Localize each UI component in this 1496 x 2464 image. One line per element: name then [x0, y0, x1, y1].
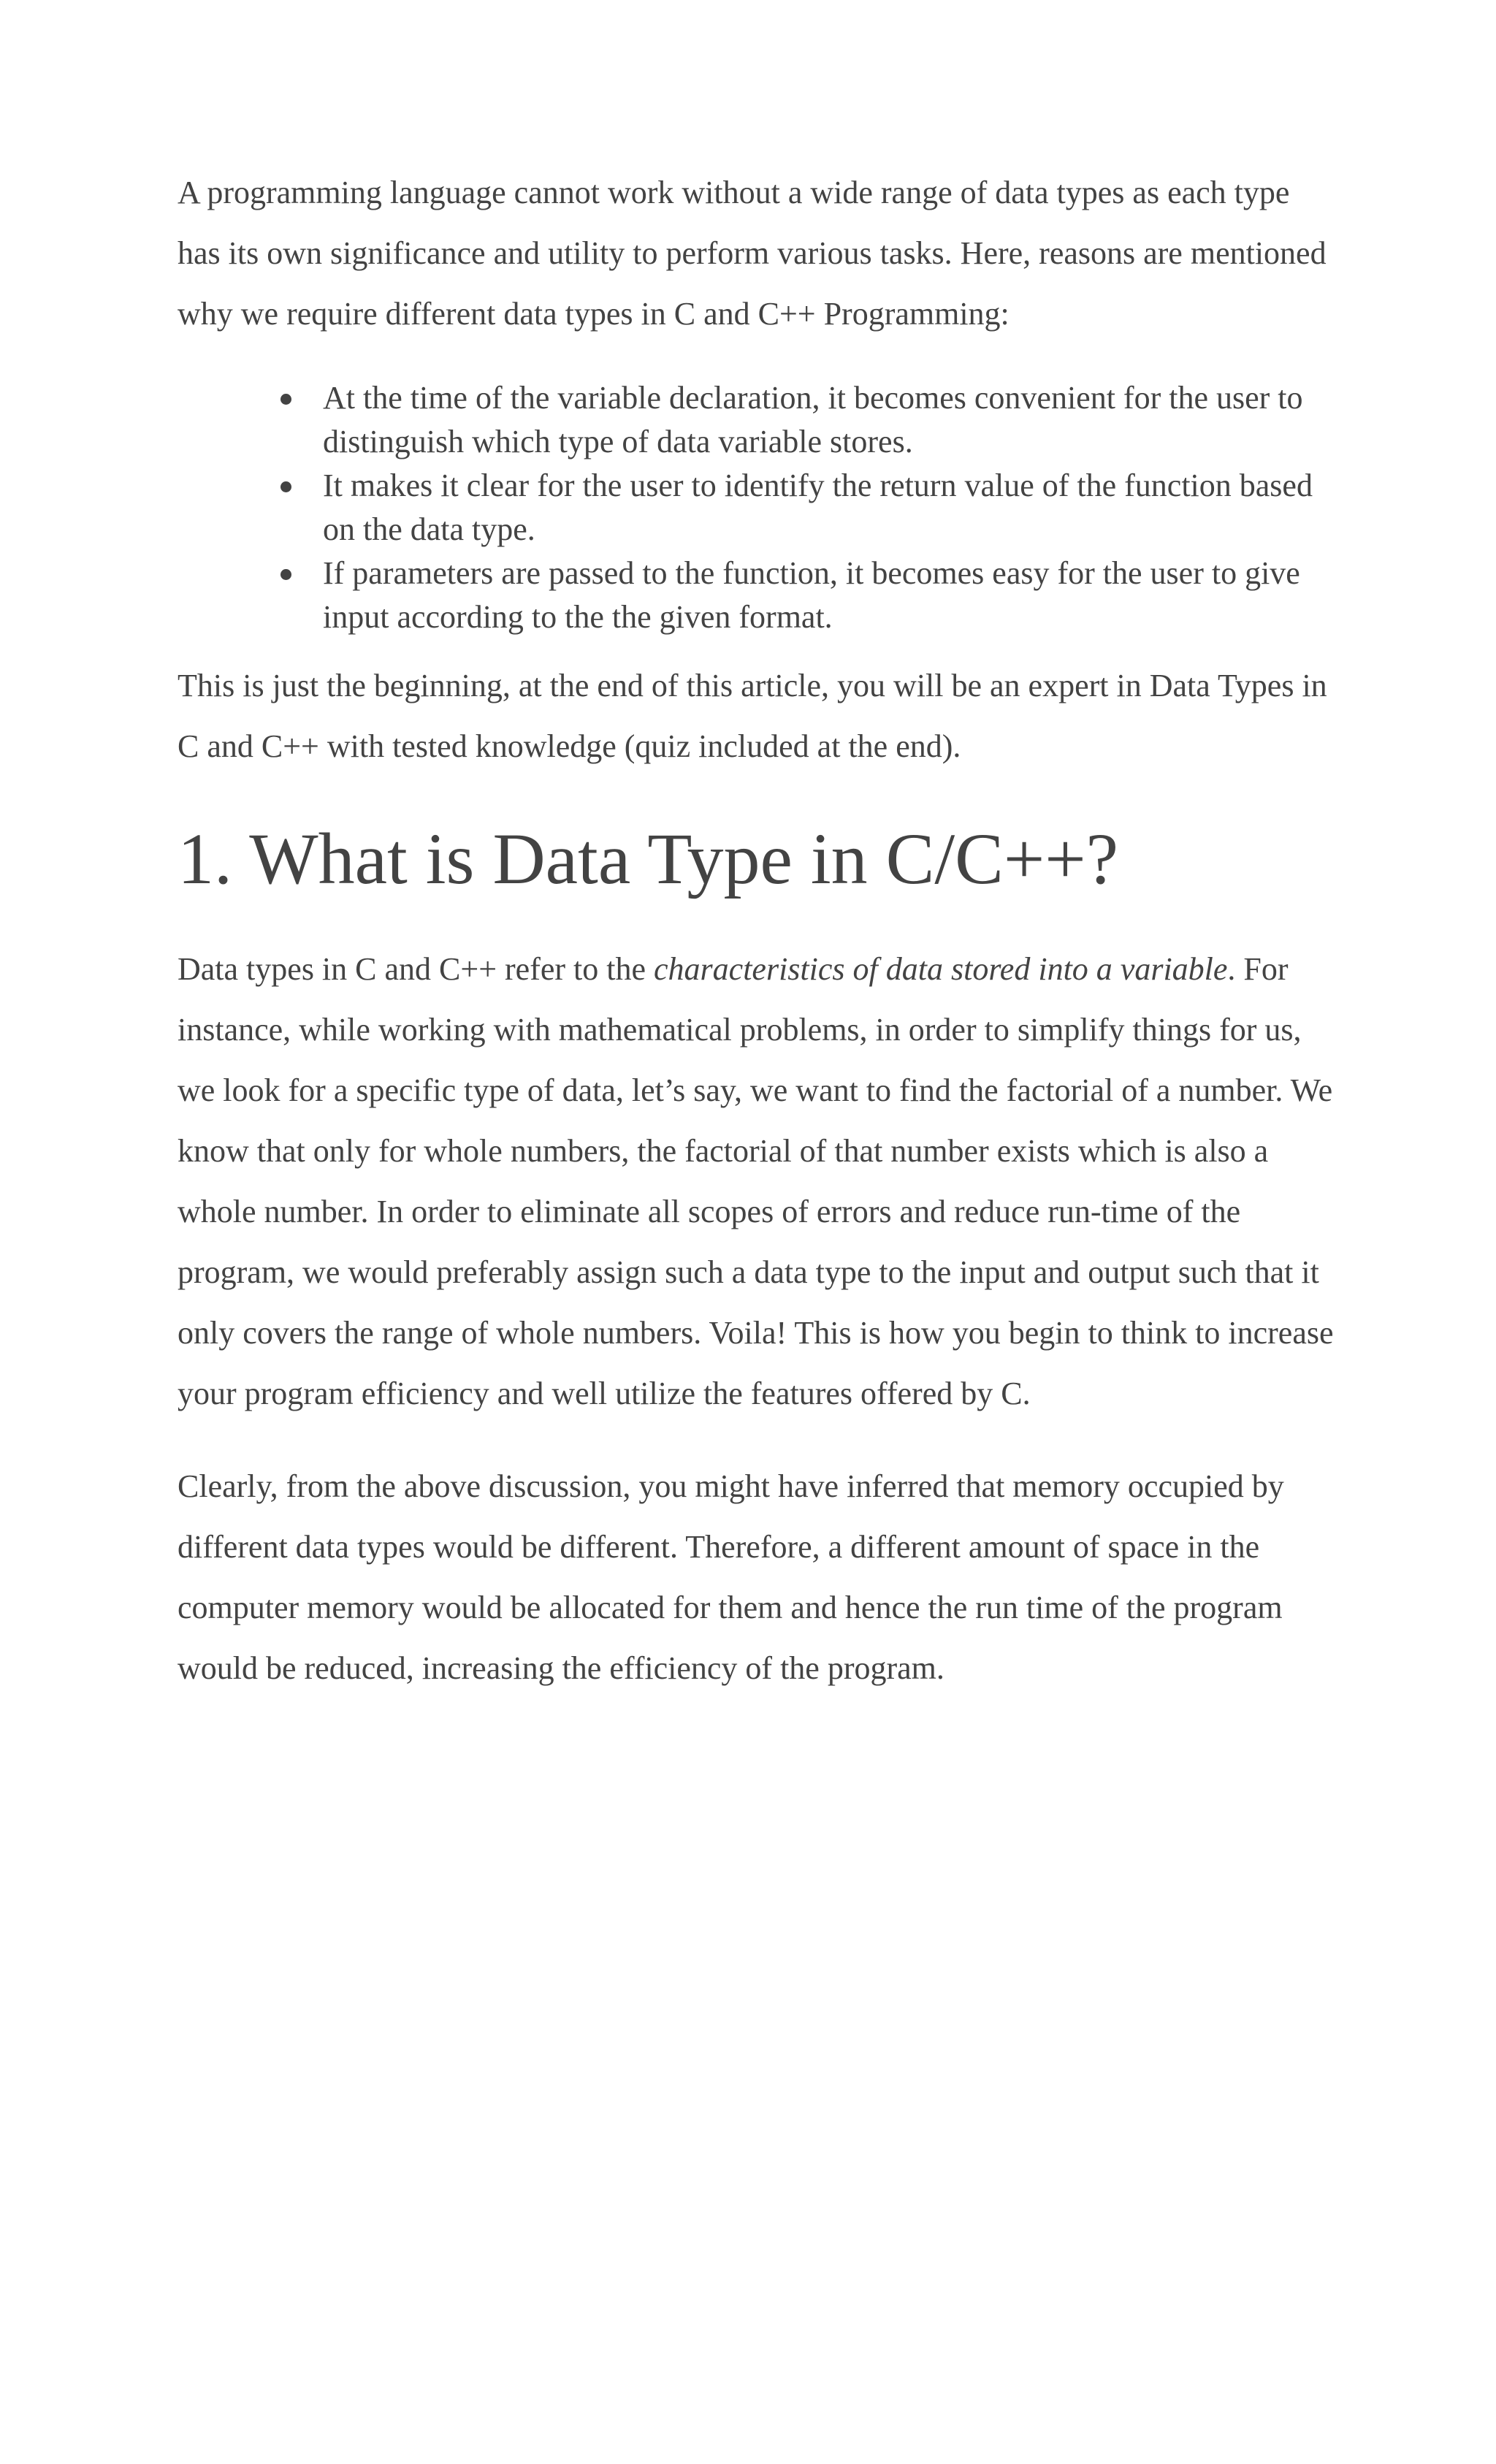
definition-paragraph — [178, 939, 1339, 1424]
list-item-text: If parameters are passed to the function, it becomes easy for the user to give input according to the the given format. — [323, 555, 1300, 635]
bullet-icon — [280, 569, 291, 580]
list-item — [323, 376, 1339, 464]
definition-text-start: Data types in C and C++ refer to the — [178, 951, 654, 987]
section-heading: 1. What is Data Type in C/C++? — [178, 818, 1119, 899]
list-item — [323, 552, 1339, 639]
teaser-paragraph: This is just the beginning, at the end of this article, you will be an expert in Data Types in C and C++ with tested knowledge (quiz included at the end). — [178, 668, 1327, 764]
intro-paragraph: A programming language cannot work without a wide range of data types as each type has its own significance and utility to perform various tasks. Here, reasons are mentioned why we require different data types in C and C++ Programming: — [178, 175, 1327, 332]
list-item-text: It makes it clear for the user to identify the return value of the function based on the data type. — [323, 468, 1313, 547]
list-item — [323, 464, 1339, 552]
reasons-list — [178, 376, 1339, 639]
bullet-icon — [280, 481, 291, 492]
document-page — [178, 162, 1339, 1698]
definition-text-rest: . For instance, while working with mathematical problems, in order to simplify things for us, we look for a specific type of data, let’s say, we want to find the factorial of a number. We know that only for whole numbers, the factorial of that number exists which is also a whole number. In order to eliminate all scopes of errors and reduce run-time of the program, we would preferably assign such a data type to the input and output such that it only covers the range of whole numbers. Voila! This is how you begin to think to increase your program efficiency and well utilize the features offered by C. — [178, 951, 1334, 1411]
definition-emphasis: characteristics of data stored into a variable — [654, 951, 1228, 987]
list-item-text: At the time of the variable declaration, it becomes convenient for the user to distinguish which type of data variable stores. — [323, 380, 1303, 459]
bullet-icon — [280, 394, 291, 405]
memory-paragraph: Clearly, from the above discussion, you might have inferred that memory occupied by different data types would be different. Therefore, a different amount of space in the computer memory would be allocated for them and hence the run time of the program would be reduced, increasing the efficiency of the program. — [178, 1468, 1284, 1686]
